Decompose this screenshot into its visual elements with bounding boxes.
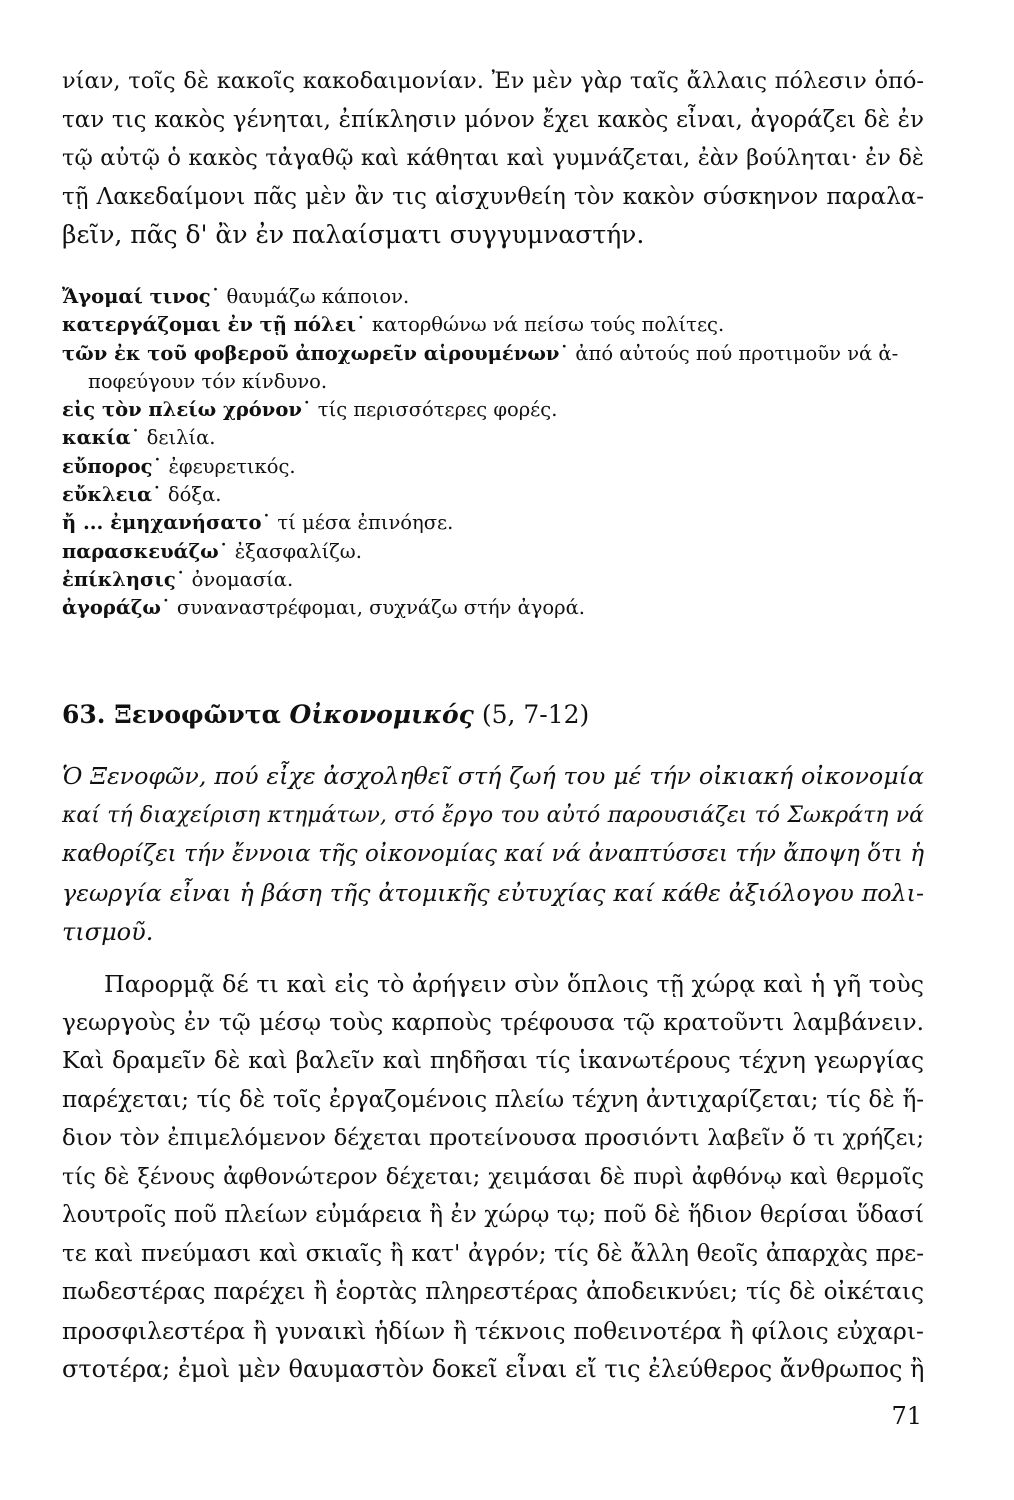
text-line: προσφιλεστέρα ἢ γυναικὶ ἡδίων ἢ τέκνοις ποθεινοτέρα ἢ φίλοις εὐχαρι- <box>62 1316 924 1345</box>
glossary-definition: ὀνομασία. <box>185 567 294 591</box>
glossary-definition: ἐξασφαλίζω. <box>228 539 362 563</box>
glossary-definition: τίς περισσότερες φορές. <box>311 398 558 422</box>
glossary-term: παρασκευάζω˙ <box>62 539 229 563</box>
text-line: τε καὶ πνεύμασι καὶ σκιαῖς ἢ κατ' ἀγρόν; τίς δὲ ἄλλη θεοῖς ἀπαρχὰς πρε- <box>62 1240 924 1267</box>
section-reference: (5, 7-12) <box>473 700 590 729</box>
glossary-term: εἰς τὸν πλείω χρόνον˙ <box>62 398 312 422</box>
text-line: νίαν, τοῖς δὲ κακοῖς κακοδαιμονίαν. Ἐν μὲν γὰρ ταῖς ἄλλαις πόλεσιν ὁπό- <box>62 68 924 94</box>
glossary-entry <box>62 481 924 509</box>
text-line: λουτροῖς ποῦ πλείων εὐμάρεια ἢ ἐν χώρῳ τῳ; ποῦ δὲ ἥδιον θερίσαι ὕδασί <box>62 1202 924 1228</box>
glossary-term: κακία˙ <box>62 426 141 450</box>
text-line: Ὁ Ξενοφῶν, πού εἶχε ἀσχοληθεῖ στή ζωή του μέ τήν οἰκιακή οἰκονομία <box>62 762 924 790</box>
glossary-entry <box>62 538 924 566</box>
text-line: ταν τις κακὸς γένηται, ἐπίκλησιν μόνον ἔχει κακὸς εἶναι, ἀγοράζει δὲ ἐν <box>62 106 924 133</box>
page-number: 71 <box>891 1402 922 1430</box>
text-line: τῇ Λακεδαίμονι πᾶς μὲν ἂν τις αἰσχυνθείη τὸν κακὸν σύσκηνον παραλα- <box>62 183 924 210</box>
glossary-definition: ἐφευρετικός. <box>162 454 296 478</box>
glossary-definition: δόξα. <box>161 483 222 507</box>
glossary-definition: συναναστρέφομαι, συχνάζω στήν ἀγορά. <box>170 596 585 620</box>
glossary-definition: δειλία. <box>140 426 216 450</box>
section-number-author: 63. Ξενοφῶντα <box>62 700 290 729</box>
text-line: καί τή διαχείριση κτημάτων, στό ἔργο του αὐτό παρουσιάζει τό Σωκράτη νά <box>62 803 924 828</box>
text-line: καθορίζει τήν ἔννοια τῆς οἰκονομίας καί νά ἀναπτύσσει τήν ἄποψη ὅτι ἡ <box>62 841 924 867</box>
glossary-term: ἤ ... ἐμηχανήσατο˙ <box>62 511 272 535</box>
glossary-term: ἐπίκλησις˙ <box>62 567 186 591</box>
glossary-entry <box>62 453 924 481</box>
glossary-entry <box>62 340 924 368</box>
main-paragraph <box>62 965 924 1389</box>
glossary-entry <box>62 566 924 594</box>
section-heading <box>62 700 589 729</box>
glossary-definition: θαυμάζω κάποιον. <box>220 285 410 308</box>
text-line: τίς δὲ ξένους ἀφθονώτερον δέχεται; χειμάσαι δὲ πυρὶ ἀφθόνῳ καὶ θερμοῖς <box>62 1163 924 1190</box>
text-line: γεωργία εἶναι ἡ βάση τῆς ἀτομικῆς εὐτυχίας καί κάθε ἀξιόλογου πολι- <box>62 879 924 907</box>
glossary-definition: ποφεύγουν τόν κίνδυνο. <box>88 369 328 393</box>
text-line: διον τὸν ἐπιμελόμενον δέχεται προτείνουσα προσιόντι λαβεῖν ὅ τι χρήζει; <box>62 1125 924 1151</box>
glossary-term: Ἄγομαί τινος˙ <box>62 285 221 308</box>
text-line: πωδεστέρας παρέχει ἢ ἑορτὰς πληρεστέρας ἀποδεικνύει; τίς δὲ οἰκέταις <box>62 1278 924 1305</box>
glossary-entry <box>62 594 924 622</box>
glossary-entry <box>62 311 924 339</box>
text-line: βεῖν, πᾶς δ' ἂν ἐν παλαίσματι συγγυμναστήν. <box>62 220 645 249</box>
glossary-entry <box>62 283 924 311</box>
glossary-term: εὔπορος˙ <box>62 454 163 478</box>
top-paragraph <box>62 62 924 255</box>
text-line: τῷ αὐτῷ ὁ κακὸς τἀγαθῷ καὶ κάθηται καὶ γυμνάζεται, ἐὰν βούληται· ἐν δὲ <box>62 145 924 171</box>
text-line: στοτέρα; ἐμοὶ μὲν θαυμαστὸν δοκεῖ εἶναι εἴ τις ἐλεύθερος ἄνθρωπος ἢ <box>62 1355 925 1383</box>
glossary-entry <box>62 396 924 424</box>
glossary-entry <box>62 509 924 537</box>
glossary-term: τῶν ἐκ τοῦ φοβεροῦ ἀποχωρεῖν αἱρουμένων˙ <box>62 341 570 365</box>
text-line: Καὶ δραμεῖν δὲ καὶ βαλεῖν καὶ πηδῆσαι τίς ἱκανωτέρους τέχνη γεωργίας <box>62 1047 924 1074</box>
glossary-term: κατεργάζομαι ἐν τῇ πόλει˙ <box>62 313 366 337</box>
glossary <box>62 283 924 623</box>
glossary-term: ἀγοράζω˙ <box>62 596 171 620</box>
glossary-entry-continuation <box>62 368 924 396</box>
text-line: τισμοῦ. <box>62 918 154 946</box>
glossary-definition: τί μέσα ἐπινόησε. <box>271 511 454 535</box>
text-line: παρέχεται; τίς δὲ τοῖς ἐργαζομένοις πλείω τέχνη ἀντιχαρίζεται; τίς δὲ ἥ- <box>62 1086 924 1113</box>
glossary-term: εὔκλεια˙ <box>62 483 162 507</box>
text-line: γεωργοὺς ἐν τῷ μέσῳ τοὺς καρποὺς τρέφουσα τῷ κρατοῦντι λαμβάνειν. <box>62 1008 924 1036</box>
text-line: Παρορμᾷ δέ τι καὶ εἰς τὸ ἀρήγειν σὺν ὅπλοις τῇ χώρᾳ καὶ ἡ γῆ τοὺς <box>104 970 924 998</box>
glossary-definition: κατορθώνω νά πείσω τούς πολίτες. <box>365 313 725 337</box>
intro-paragraph <box>62 757 924 952</box>
glossary-definition: ἀπό αὐτούς πού προτιμοῦν νά ἀ- <box>569 341 899 365</box>
glossary-entry <box>62 424 924 452</box>
section-title: Οἰκονομικός <box>289 700 474 729</box>
